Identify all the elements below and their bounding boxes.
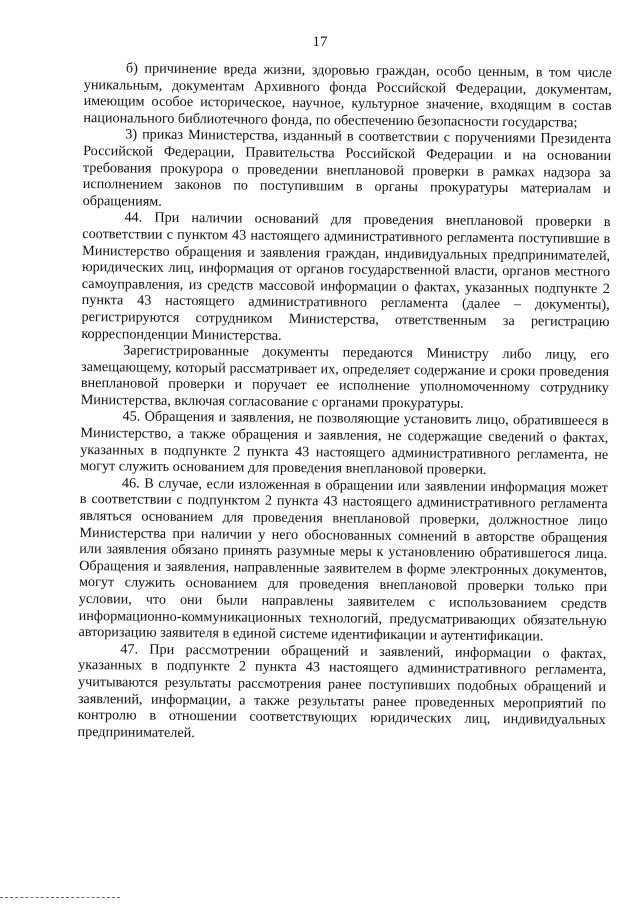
paragraph-item-b: б) причинение вреда жизни, здоровью граждан, особо ценным, в том числе уникальным, документам Архивного фонда Российской Федерации, документам, имеющим особое историческое, научное, культурное значение, входящим в состав национального библиотечного фонда, по обеспечению безопасности государства; (83, 60, 612, 131)
footer-divider (0, 897, 120, 898)
page-number: 17 (312, 34, 328, 50)
paragraph-47: 47. При рассмотрении обращений и заявлений, информации о фактах, указанных в подпункте 2 пункта 43 настоящего административного регламента, учитываются результаты рассмотрения ранее поступивших подобных обращений и заявлений, информации, а также результаты ранее проведенных мероприятий по контролю в отношении соответствующих юридических лиц, индивидуальных предпринимателей. (77, 641, 607, 741)
paragraph-44: 44. При наличии оснований для проведения внеплановой проверки в соответствии с пунктом 43 настоящего административного регламента поступившие в Министерство обращения и заявления граждан, индивидуальных предпринимателей, юридических лиц, информация от органов государственной власти, органов местного самоуправления, из средств массовой информации о фактах, указанных подпункте 2 пункта 43 настоящего административного регламента (далее – документы), регистрируются сотрудником Министерства, ответственным за регистрацию корреспонденции Министерства. (81, 209, 611, 344)
paragraph-item-3: 3) приказ Министерства, изданный в соответствии с поручениями Президента Российской Федерации, Правительства Российской Федерации и на основании требования прокурора о проведении внеплановой проверки в рамках надзора за исполнением законов по поступившим в органы прокуратуры материалам и обращениям. (82, 126, 612, 210)
paragraph-46: 46. В случае, если изложенная в обращении или заявлении информация может в соответствии с подпунктом 2 пункта 43 настоящего административного регламента являться основанием для проведения внеплановой проверки, должностное лицо Министерства при наличии у него обоснованных сомнений в авторстве обращения или заявления обязано принять разумные меры к установлению обратившегося лица. Обращения и заявления, направленные заявителем в форме электронных документов, могут служить основанием для проведения внеплановой проверки только при условии, что они были направлены заявителем с использованием средств информационно-коммуникационных технологий, предусматривающих обязательную авторизацию заявителя в единой системе идентификации и аутентификации. (78, 475, 608, 645)
paragraph-44-continued: Зарегистрированные документы передаются Министру либо лицу, его замещающему, который рассматривает их, определяет содержание и сроки проведения внеплановой проверки и поручает ее исполнение уполномоченному сотруднику Министерства, включая согласование с органами прокуратуры. (80, 342, 610, 412)
paragraph-45: 45. Обращения и заявления, не позволяющие установить лицо, обратившееся в Министерство, а также обращения и заявления, не содержащие сведений о фактах, указанных в подпункте 2 пункта 43 настоящего административного регламента, не могут служить основанием для проведения внеплановой проверки. (80, 408, 609, 479)
document-body (77, 60, 612, 745)
